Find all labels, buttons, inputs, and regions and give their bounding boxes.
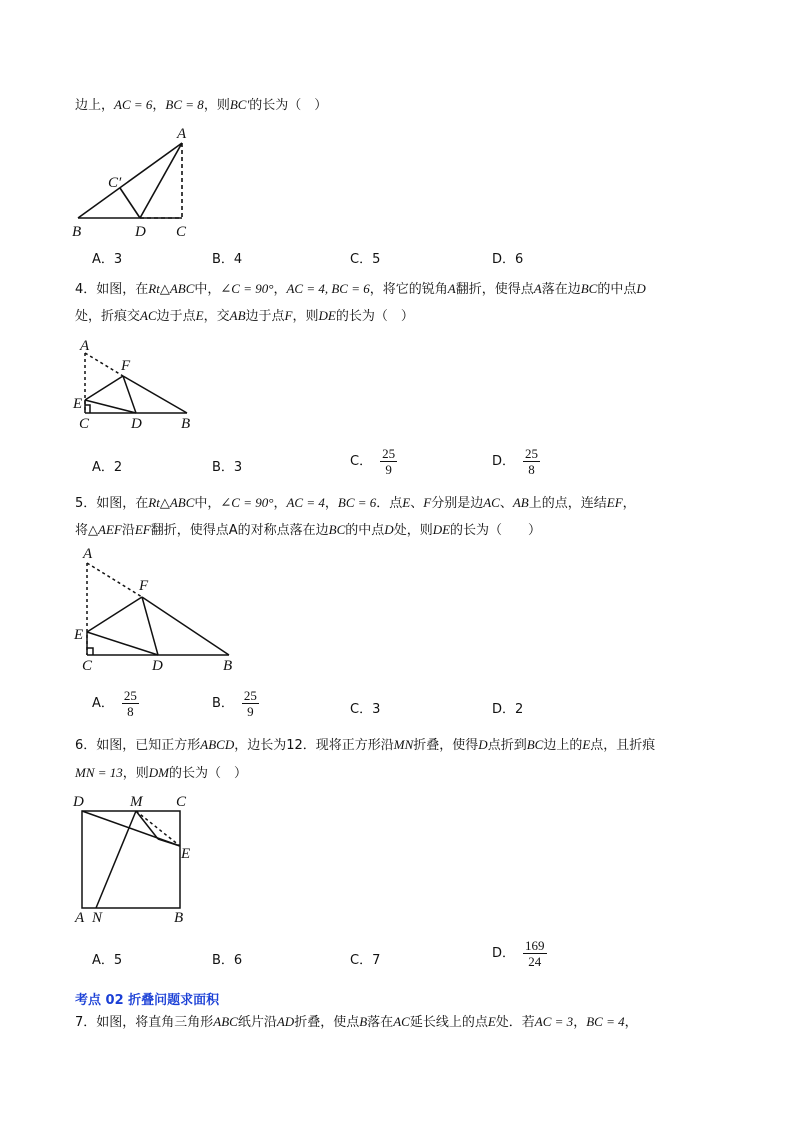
- fraction: $\frac{25}{8}$: [525, 446, 539, 477]
- q3-label-Cprime: C′: [108, 175, 122, 191]
- fraction: $\frac{25}{9}$: [243, 688, 257, 719]
- q3-option-a[interactable]: A．3: [92, 252, 123, 267]
- q3-label-A: A: [177, 126, 187, 142]
- q3-label-B: B: [72, 224, 82, 240]
- q6-label-M: M: [130, 794, 143, 810]
- q4-label-B: B: [181, 416, 191, 432]
- q6-label-N: N: [92, 910, 103, 926]
- q3-label-C: C: [176, 224, 187, 240]
- q5-option-b[interactable]: B． $\frac{25}{9}$: [212, 688, 257, 719]
- q5-option-c[interactable]: C．3: [350, 702, 381, 717]
- q4-stem-line1: 4．如图，在Rt△ABC中，∠C = 90°，AC = 4, BC = 6，将它的锐角A翻折，使得点A落在边BC的中点D: [75, 281, 646, 297]
- q5-label-B: B: [223, 658, 233, 674]
- fraction: $\frac{25}{9}$: [382, 446, 396, 477]
- q5-option-a[interactable]: A． $\frac{25}{8}$: [92, 688, 137, 719]
- fraction: $\frac{169}{24}$: [525, 938, 545, 969]
- q4-option-c[interactable]: C． $\frac{25}{9}$: [350, 446, 396, 477]
- q4-label-A: A: [80, 338, 90, 354]
- q4-option-b[interactable]: B．3: [212, 460, 243, 475]
- q6-option-c[interactable]: C．7: [350, 953, 381, 968]
- q5-label-E: E: [74, 627, 84, 643]
- q6-label-E: E: [181, 846, 191, 862]
- q6-options: [0, 938, 800, 978]
- q4-option-d[interactable]: D． $\frac{25}{8}$: [492, 446, 539, 477]
- q5-label-D: D: [152, 658, 163, 674]
- q5-label-C: C: [82, 658, 93, 674]
- q5-options: [0, 688, 800, 728]
- q4-label-C: C: [79, 416, 90, 432]
- q5-stem-line1: 5．如图，在Rt△ABC中，∠C = 90°，AC = 4，BC = 6．点E、F分别是边AC、AB上的点，连结EF，: [75, 495, 636, 511]
- q6-label-B: B: [174, 910, 184, 926]
- q6-option-a[interactable]: A．5: [92, 953, 123, 968]
- q6-stem-line1: 6．如图，已知正方形ABCD，边长为12．现将正方形沿MN折叠，使得D点折到BC边上的E点，且折痕: [75, 737, 656, 753]
- q3-option-b[interactable]: B．4: [212, 252, 243, 267]
- q6-option-b[interactable]: B．6: [212, 953, 243, 968]
- q6-option-d[interactable]: D． $\frac{169}{24}$: [492, 938, 545, 969]
- q5-label-A: A: [83, 546, 93, 562]
- q6-stem-line2: MN = 13，则DM的长为（ ）: [75, 765, 248, 781]
- q4-option-a[interactable]: A．2: [92, 460, 123, 475]
- q3-option-c[interactable]: C．5: [350, 252, 381, 267]
- q7-stem-line1: 7．如图，将直角三角形ABC纸片沿AD折叠，使点B落在AC延长线上的点E处．若AC = 3，BC = 4，: [75, 1014, 638, 1030]
- q4-options: [0, 446, 800, 486]
- q4-label-D: D: [131, 416, 142, 432]
- q6-label-D: D: [73, 794, 84, 810]
- q4-label-E: E: [73, 396, 83, 412]
- q3-label-D: D: [135, 224, 146, 240]
- q6-label-A: A: [75, 910, 85, 926]
- q4-stem-line2: 处，折痕交AC边于点E，交AB边于点F，则DE的长为（ ）: [75, 308, 414, 324]
- section-heading: 考点 02 折叠问题求面积: [75, 993, 220, 1008]
- q5-option-d[interactable]: D．2: [492, 702, 524, 717]
- q3-option-d[interactable]: D．6: [492, 252, 524, 267]
- fraction: $\frac{25}{8}$: [123, 688, 137, 719]
- q6-label-C: C: [176, 794, 187, 810]
- q5-label-F: F: [139, 578, 149, 594]
- q4-label-F: F: [121, 358, 131, 374]
- q5-stem-line2: 将△AEF沿EF翻折，使得点A的对称点落在边BC的中点D处，则DE的长为（ ）: [75, 522, 542, 538]
- q3-stem: 边上，AC = 6，BC = 8，则BC′的长为（ ）: [75, 97, 328, 113]
